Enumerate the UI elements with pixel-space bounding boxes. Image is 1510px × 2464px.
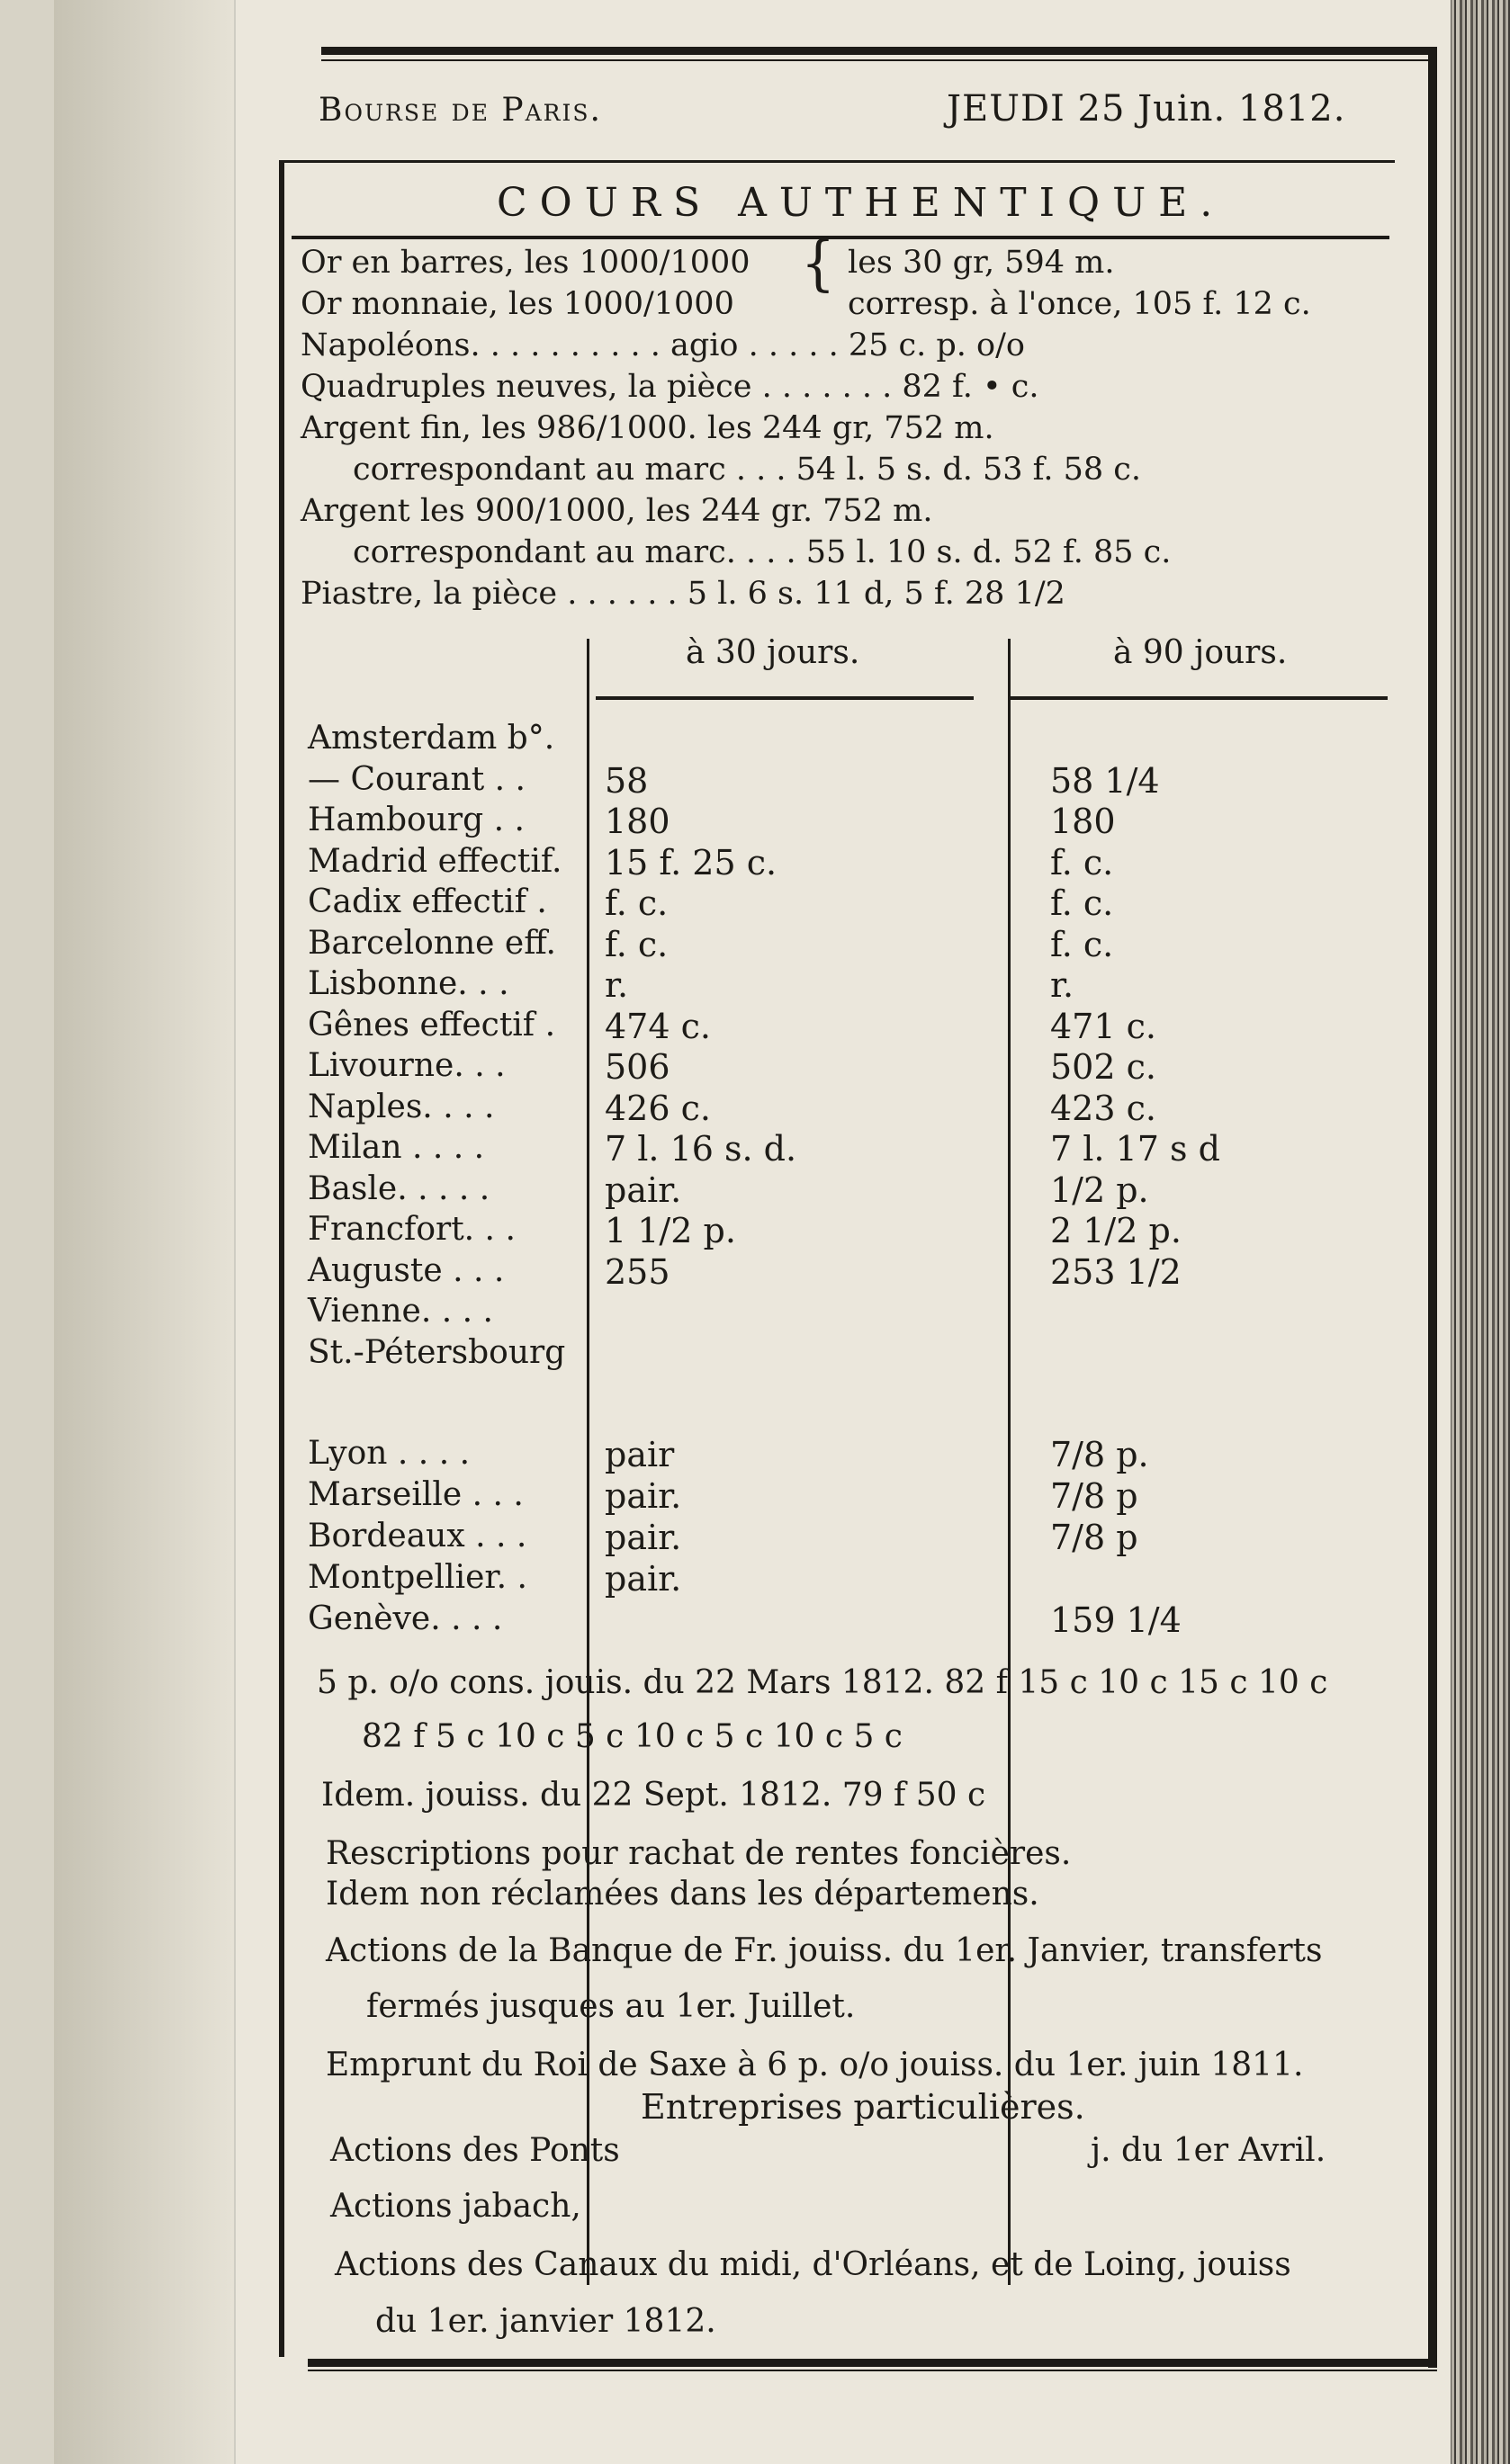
frame-rule-right xyxy=(1428,47,1437,2368)
domestic-city: Montpellier. . xyxy=(308,1559,527,1596)
col-90-jours: à 90 jours. xyxy=(1113,634,1288,671)
fund-line-7: fermés jusques au 1er. Juillet. xyxy=(366,1988,856,2025)
foreign-rate-90: 471 c. xyxy=(1050,1006,1156,1046)
foreign-rate-90: 502 c. xyxy=(1050,1047,1156,1087)
foreign-city: — Courant . . xyxy=(308,760,526,798)
foreign-rate-30: 474 c. xyxy=(605,1006,711,1046)
fund-line-canaux: Actions des Canaux du midi, d'Orléans, et de Loing, jouiss xyxy=(335,2246,1291,2283)
foreign-rate-90: 2 1/2 p. xyxy=(1050,1211,1182,1250)
foreign-rate-30: 426 c. xyxy=(605,1088,711,1128)
fund-line-canaux-date: du 1er. janvier 1812. xyxy=(375,2303,716,2340)
domestic-rate-90: 7/8 p xyxy=(1050,1476,1138,1516)
metal-line-2-right: corresp. à l'once, 105 f. 12 c. xyxy=(848,286,1311,322)
foreign-rate-90: 58 1/4 xyxy=(1050,760,1160,801)
header-date: JEUDI 25 Juin. 1812. xyxy=(947,88,1346,130)
foreign-city: Milan . . . . xyxy=(308,1129,485,1166)
fund-line-2: 82 f 5 c 10 c 5 c 10 c 5 c 10 c 5 c xyxy=(362,1718,903,1755)
header-rule xyxy=(279,160,1395,163)
book-gutter xyxy=(54,0,234,2464)
foreign-city: Livourne. . . xyxy=(308,1047,506,1084)
domestic-rate-30: pair xyxy=(605,1435,675,1474)
foreign-city: Madrid effectif. xyxy=(308,842,562,880)
foreign-city: St.-Pétersbourg xyxy=(308,1333,566,1371)
fund-line-5: Idem non réclamées dans les départemens. xyxy=(326,1876,1039,1913)
foreign-rate-30: 1 1/2 p. xyxy=(605,1211,736,1250)
domestic-rate-30: pair. xyxy=(605,1559,682,1599)
foreign-city: Cadix effectif . xyxy=(308,883,547,920)
fund-line-jabach: Actions jabach, xyxy=(330,2188,581,2225)
metal-line-1-right: les 30 gr, 594 m. xyxy=(848,245,1115,281)
frame-rule-top-thin xyxy=(321,59,1428,61)
col-90-rule xyxy=(1010,696,1388,700)
foreign-rate-30: 255 xyxy=(605,1251,670,1292)
foreign-rate-30: r. xyxy=(605,965,629,1005)
table-divider-right xyxy=(1008,639,1011,2285)
foreign-city: Basle. . . . . xyxy=(308,1169,490,1207)
foreign-rate-30: 58 xyxy=(605,760,649,801)
fund-line-8: Emprunt du Roi de Saxe à 6 p. o/o jouiss. du 1er. juin 1811. xyxy=(326,2047,1304,2083)
foreign-rate-90: f. c. xyxy=(1050,883,1114,923)
metal-line-5: Argent fin, les 986/1000. les 244 gr, 752 m. xyxy=(301,410,994,446)
foreign-rate-90: r. xyxy=(1050,965,1074,1005)
foreign-city: Naples. . . . xyxy=(308,1088,495,1125)
domestic-rate-90: 7/8 p xyxy=(1050,1518,1138,1557)
metal-line-3: Napoléons. . . . . . . . . . agio . . . . . 25 c. p. o/o xyxy=(301,327,1025,363)
frame-rule-bottom-thin xyxy=(308,2370,1437,2371)
foreign-city: Gênes effectif . xyxy=(308,1006,556,1044)
col-30-rule xyxy=(596,696,974,700)
foreign-rate-30: f. c. xyxy=(605,883,669,923)
metal-line-2-left: Or monnaie, les 1000/1000 xyxy=(301,286,734,322)
foreign-rate-90: f. c. xyxy=(1050,842,1114,883)
foreign-rate-90: 1/2 p. xyxy=(1050,1169,1149,1210)
frame-rule-top xyxy=(321,47,1428,55)
foreign-rate-90: 423 c. xyxy=(1050,1088,1156,1128)
foreign-rate-30: 506 xyxy=(605,1047,670,1087)
metal-line-6: correspondant au marc . . . 54 l. 5 s. d. 53 f. 58 c. xyxy=(353,452,1142,488)
fund-line-4: Rescriptions pour rachat de rentes foncières. xyxy=(326,1835,1072,1872)
col-30-jours: à 30 jours. xyxy=(686,634,860,671)
domestic-city: Lyon . . . . xyxy=(308,1435,471,1472)
foreign-rate-30: pair. xyxy=(605,1169,682,1210)
foreign-city: Hambourg . . xyxy=(308,802,525,838)
foreign-city: Lisbonne. . . xyxy=(308,965,509,1002)
metal-line-8: correspondant au marc. . . . 55 l. 10 s. d. 52 f. 85 c. xyxy=(353,534,1172,570)
domestic-rate-90: 159 1/4 xyxy=(1050,1600,1182,1640)
foreign-city: Vienne. . . . xyxy=(308,1293,493,1330)
domestic-rate-30: pair. xyxy=(605,1518,682,1557)
foreign-city: Amsterdam b°. xyxy=(308,720,555,757)
foreign-city: Auguste . . . xyxy=(308,1251,505,1289)
metal-line-1-left: Or en barres, les 1000/1000 xyxy=(301,245,751,281)
brace-glyph: { xyxy=(801,228,836,299)
foreign-rate-90: 253 1/2 xyxy=(1050,1251,1182,1292)
fund-line-3: Idem. jouiss. du 22 Sept. 1812. 79 f 50 c xyxy=(321,1777,986,1814)
foreign-rate-90: f. c. xyxy=(1050,924,1114,964)
foreign-city: Barcelonne eff. xyxy=(308,924,556,962)
table-divider-left xyxy=(587,639,589,2285)
foreign-rate-30: 180 xyxy=(605,802,670,841)
page-title: COURS AUTHENTIQUE. xyxy=(497,180,1226,226)
metal-line-4: Quadruples neuves, la pièce . . . . . . . 82 f. • c. xyxy=(301,369,1039,405)
fund-line-ponts-jouiss: j. du 1er Avril. xyxy=(1091,2132,1326,2169)
foreign-city: Francfort. . . xyxy=(308,1211,516,1248)
fund-line-6: Actions de la Banque de Fr. jouiss. du 1er. Janvier, transferts xyxy=(326,1932,1323,1969)
metal-line-7: Argent les 900/1000, les 244 gr. 752 m. xyxy=(301,493,933,529)
frame-rule-left xyxy=(279,162,284,2357)
entreprises-heading: Entreprises particulières. xyxy=(641,2087,1085,2127)
domestic-rate-30: pair. xyxy=(605,1476,682,1516)
metal-line-9: Piastre, la pièce . . . . . . 5 l. 6 s. 11 d, 5 f. 28 1/2 xyxy=(301,576,1065,612)
title-rule xyxy=(292,236,1389,239)
domestic-city: Bordeaux . . . xyxy=(308,1518,527,1555)
foreign-rate-30: 7 l. 16 s. d. xyxy=(605,1129,797,1169)
foreign-rate-30: 15 f. 25 c. xyxy=(605,842,777,883)
header-bourse: Bourse de Paris. xyxy=(319,92,602,129)
foreign-rate-30: f. c. xyxy=(605,924,669,964)
domestic-city: Marseille . . . xyxy=(308,1476,524,1513)
foreign-rate-90: 180 xyxy=(1050,802,1116,841)
book-cover-edge xyxy=(0,0,56,2464)
document-page xyxy=(236,0,1451,2464)
frame-rule-bottom xyxy=(308,2359,1437,2367)
domestic-rate-90: 7/8 p. xyxy=(1050,1435,1149,1474)
fund-line-1: 5 p. o/o cons. jouis. du 22 Mars 1812. 82 f 15 c 10 c 15 c 10 c xyxy=(317,1664,1328,1701)
domestic-city: Genève. . . . xyxy=(308,1600,503,1637)
foreign-rate-90: 7 l. 17 s d xyxy=(1050,1129,1220,1169)
fund-line-ponts: Actions des Ponts xyxy=(330,2132,620,2169)
